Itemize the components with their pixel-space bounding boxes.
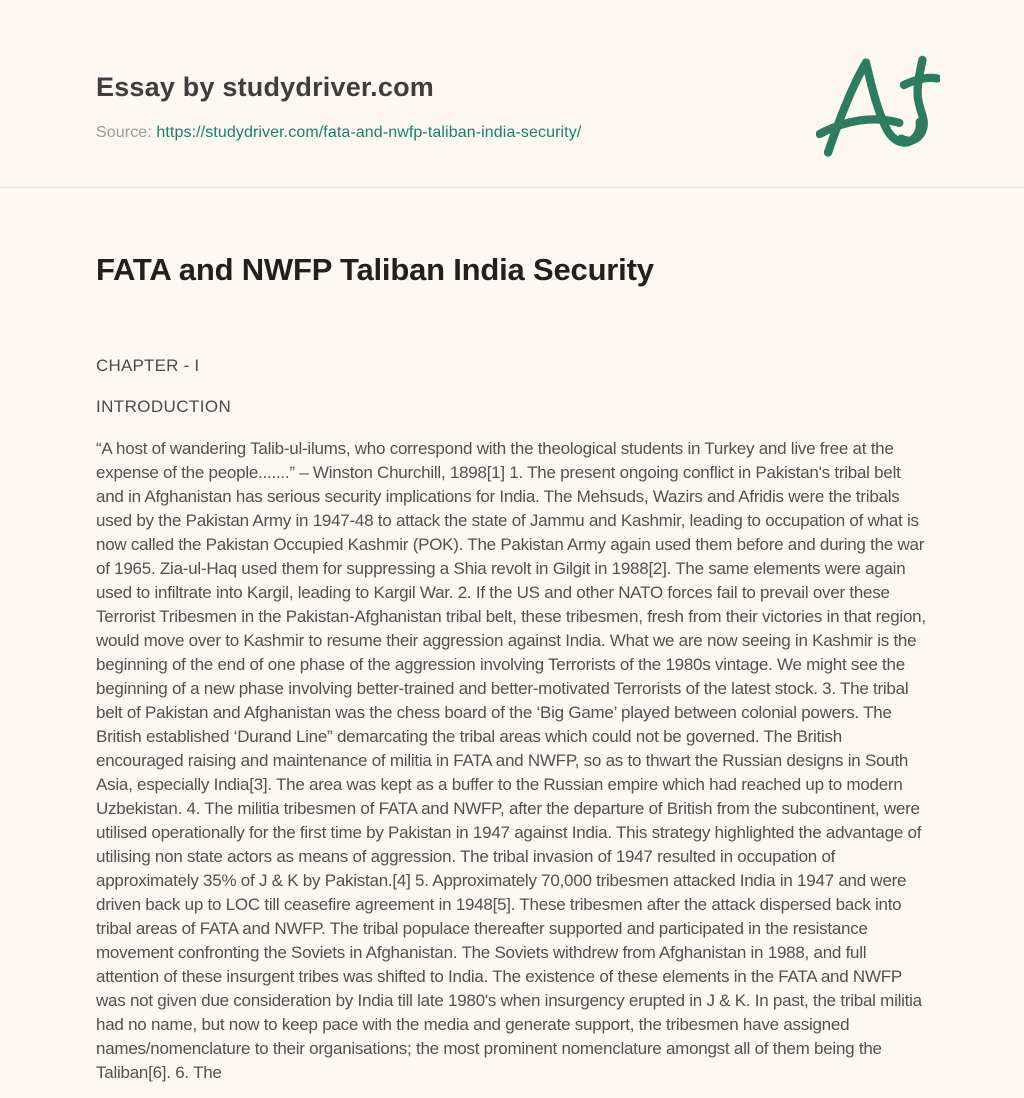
header-divider [0, 187, 1024, 188]
section-heading: INTRODUCTION [96, 397, 232, 416]
chapter-heading: CHAPTER - I [96, 356, 200, 375]
essay-title: FATA and NWFP Taliban India Security [96, 252, 654, 287]
source-link[interactable]: https://studydriver.com/fata-and-nwfp-taliban-india-security/ [156, 124, 582, 141]
source-label: Source: [96, 124, 152, 141]
source-line [96, 124, 581, 142]
essay-body-paragraph: “A host of wandering Talib-ul-ilums, who correspond with the theological students in Turkey and live free at the expense of the people.......” – Winston Churchill, 1898[1] 1. The present ongoing conflict in Pakistan's tribal belt and in Afghanistan has serious security implications for India. The Mehsuds, Wazirs and Afridis were the tribals used by the Pakistan Army in 1947-48 to attack the state of Jammu and Kashmir, leading to occupation of what is now called the Pakistan Occupied Kashmir (POK). The Pakistan Army again used them before and during the war of 1965. Zia-ul-Haq used them for suppressing a Shia revolt in Gilgit in 1988[2]. The same elements were again used to infiltrate into Kargil, leading to Kargil War. 2. If the US and other NATO forces fail to prevail over these Terrorist Tribesmen in the Pakistan-Afghanistan tribal belt, these tribesmen, fresh from their victories in that region, would move over to Kashmir to resume their aggression against India. What we are now seeing in Kashmir is the beginning of the end of one phase of the aggression involving Terrorists of the 1980s vintage. We might see the beginning of a new phase involving better-trained and better-motivated Terrorists of the latest stock. 3. The tribal belt of Pakistan and Afghanistan was the chess board of the ‘Big Game’ played between colonial powers. The British established ‘Durand Line” demarcating the tribal areas which could not be governed. The British encouraged raising and maintenance of militia in FATA and NWFP, so as to thwart the Russian designs in South Asia, especially India[3]. The area was kept as a buffer to the Russian empire which had reached up to modern Uzbekistan. 4. The militia tribesmen of FATA and NWFP, after the departure of British from the subcontinent, were utilised operationally for the first time by Pakistan in 1947 against India. This strategy highlighted the advantage of utilising non state actors as means of aggression. The tribal invasion of 1947 resulted in occupation of approximately 35% of J & K by Pakistan.[4] 5. Approximately 70,000 tribesmen attacked India in 1947 and were driven back up to LOC till ceasefire agreement in 1948[5]. These tribesmen after the attack dispersed back into tribal areas of FATA and NWFP. The tribal populace thereafter supported and participated in the resistance movement confronting the Soviets in Afghanistan. The Soviets withdrew from Afghanistan in 1988, and full attention of these insurgent tribes was shifted to India. The existence of these elements in the FATA and NWFP was not given due consideration by India till late 1980's when insurgency erupted in J & K. In past, the tribal militia had no name, but now to keep pace with the media and generate support, the tribesmen have assigned names/nomenclature to their organisations; the most prominent nomenclature amongst all of them being the Taliban[6]. 6. The [96, 439, 926, 1082]
a-plus-logo-icon [816, 50, 940, 168]
site-header-title: Essay by studydriver.com [96, 72, 434, 102]
